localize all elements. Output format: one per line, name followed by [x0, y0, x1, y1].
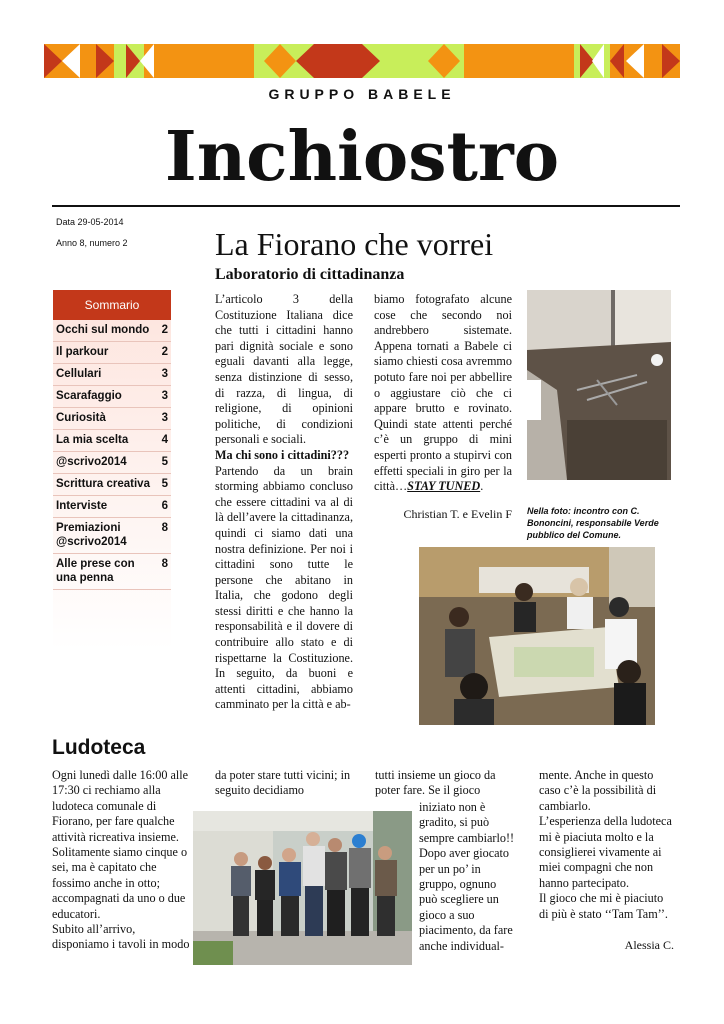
toc-item-page: 8: [161, 522, 168, 534]
article-paragraph: L’articolo 3 della Costituzione Italiana dice che tutti i cittadini hanno pari dignità sociale e sono eguali davanti alla legge, senza distinzione di sesso, di razza, di lingua, di religione, di opinioni politiche, di condizioni personali e sociali.: [215, 292, 353, 447]
toc-item[interactable]: [53, 518, 171, 554]
article-paragraph: Partendo da un brain storming abbiamo concluso che essere cittadini va al di là dell’avere la cittadinanza, quindi ci siamo dati una nostra definizione. Per noi i cittadini sono tutte le persone che abitano in Italia, che godono degli stessi diritti e che hanno la responsabilità e il dovere di contribuire allo stato e di rispettarne la Costituzione. In seguito, da buoni e attenti cittadini, abbiamo camminato per la città e ab-: [215, 463, 353, 712]
photo-caption: Nella foto: incontro con C. Bononcini, responsabile Verde pubblico del Comune.: [527, 506, 659, 540]
toc-item[interactable]: [53, 474, 171, 496]
toc-item-page: 2: [161, 324, 168, 336]
toc-item[interactable]: [53, 408, 171, 430]
article-byline: Christian T. e Evelin F: [403, 507, 512, 521]
ludoteca-column-3: [419, 800, 515, 954]
photo-garden: [527, 290, 671, 480]
decorative-banner: [44, 44, 680, 78]
toc-item-label: Curiosità: [56, 412, 106, 424]
toc-item-label: Occhi sul mondo: [56, 324, 150, 336]
org-name: GRUPPO BABELE: [268, 86, 456, 102]
toc-item[interactable]: [53, 320, 171, 342]
article-paragraph: biamo fotografato alcune cose che secondo noi andrebbero sistemate. Appena tornati a Babele ci siamo chiesti cosa avremmo potuto fare noi per abbellire o aggiustare ciò che ci appare brutto e rovinato. Quindi state attenti perché c’è un gruppo di mini esperti pronto a stupirvi con effetti speciali in giro per la città…: [374, 292, 512, 494]
toc-title: Sommario: [53, 290, 171, 320]
toc-item-label: Cellulari: [56, 368, 102, 380]
toc-item[interactable]: [53, 386, 171, 408]
toc-item-page: 5: [161, 478, 168, 490]
toc-item-label: La mia scelta: [56, 434, 129, 446]
toc-item-label: Interviste: [56, 500, 108, 512]
toc-item-label: Alle prese con una penna: [56, 558, 135, 584]
toc-item-page: 3: [161, 368, 168, 380]
toc-list: [53, 320, 171, 590]
toc-item-label: Scarafaggio: [56, 390, 122, 402]
ludoteca-paragraph: iniziato non è gradito, si può sempre cambiarlo!!: [419, 800, 515, 845]
toc-item-page: 5: [161, 456, 168, 468]
ludoteca-paragraph: da poter stare tutti vicini; in seguito decidiamo: [215, 768, 351, 798]
ludoteca-column-4: [539, 768, 674, 922]
table-of-contents: [53, 290, 171, 650]
toc-item-page: 6: [161, 500, 168, 512]
section-title-ludoteca: Ludoteca: [52, 736, 146, 759]
ludoteca-paragraph: L’esperienza della ludoteca mi è piaciuta molto e la consiglierei vivamente ai miei compagni che non hanno partecipato.: [539, 814, 672, 890]
stay-tuned-text: STAY TUNED: [407, 479, 481, 494]
article-title: La Fiorano che vorrei: [215, 226, 494, 262]
toc-item-page: 3: [161, 390, 168, 402]
ludoteca-paragraph: Ogni lunedì dalle 16:00 alle 17:30 ci rechiamo alla ludoteca comunale di Fiorano, per fare qualche attività ricreativa insieme. Solitamente siamo cinque o sei, ma è capitato che fossimo anche in otto; accompagnati da uno o due educatori.: [52, 768, 189, 921]
toc-item-page: 2: [161, 346, 168, 358]
toc-item-label: Il parkour: [56, 346, 109, 358]
toc-item-label: @scrivo2014: [56, 456, 127, 468]
ludoteca-paragraph: Subito all’arrivo, disponiamo i tavoli in modo: [52, 922, 190, 952]
toc-item-page: 3: [161, 412, 168, 424]
article-subtitle: Laboratorio di cittadinanza: [215, 266, 405, 283]
ludoteca-paragraph: mente. Anche in questo caso c’è la possibilità di cambiarlo.: [539, 768, 657, 813]
ludoteca-paragraph: Il gioco che mi è piaciuto di più è stato ‘‘Tam Tam’’.: [539, 891, 668, 921]
toc-item-label: Premiazioni @scrivo2014: [56, 522, 127, 548]
article-column-1: [215, 292, 353, 713]
toc-item[interactable]: [53, 452, 171, 474]
ludoteca-byline: Alessia C.: [624, 938, 674, 952]
issue-date: Data 29-05-2014: [56, 217, 124, 227]
toc-item[interactable]: [53, 430, 171, 452]
issue-number: Anno 8, numero 2: [56, 238, 128, 248]
header-rule: [52, 205, 680, 207]
toc-item[interactable]: [53, 364, 171, 386]
toc-item[interactable]: [53, 342, 171, 364]
ludoteca-paragraph: Dopo aver giocato per un po’ in gruppo, ognuno può scegliere un gioco a suo piacimento, da fare anche individual-: [419, 846, 513, 953]
masthead-title: Inchiostro: [164, 117, 560, 197]
ludoteca-paragraph: tutti insieme un gioco da poter fare. Se il gioco: [375, 768, 496, 798]
photo-meeting: [419, 547, 655, 725]
toc-item-page: 4: [161, 434, 168, 446]
article-column-2: biamo fotografato alcune cose che secondo noi andrebbero sistemate. Appena tornati a Babele ci siamo chiesti cosa avremmo potuto fare noi per abbellire o aggiustare ciò che ci appare brutto e rovinato. Quindi state attenti perché c’è un gruppo di mini esperti pronto a stupirvi con effetti speciali in giro per la città…STAY TUNED.: [374, 292, 512, 494]
toc-item[interactable]: [53, 554, 171, 590]
photo-group: [193, 811, 412, 965]
toc-item-label: Scrittura creativa: [56, 478, 150, 490]
ludoteca-column-3-top: [375, 768, 515, 799]
ludoteca-column-2: [215, 768, 355, 799]
article-question: Ma chi sono i cittadini???: [215, 447, 350, 462]
toc-item[interactable]: [53, 496, 171, 518]
ludoteca-column-1: [52, 768, 192, 953]
toc-item-page: 8: [161, 558, 168, 570]
